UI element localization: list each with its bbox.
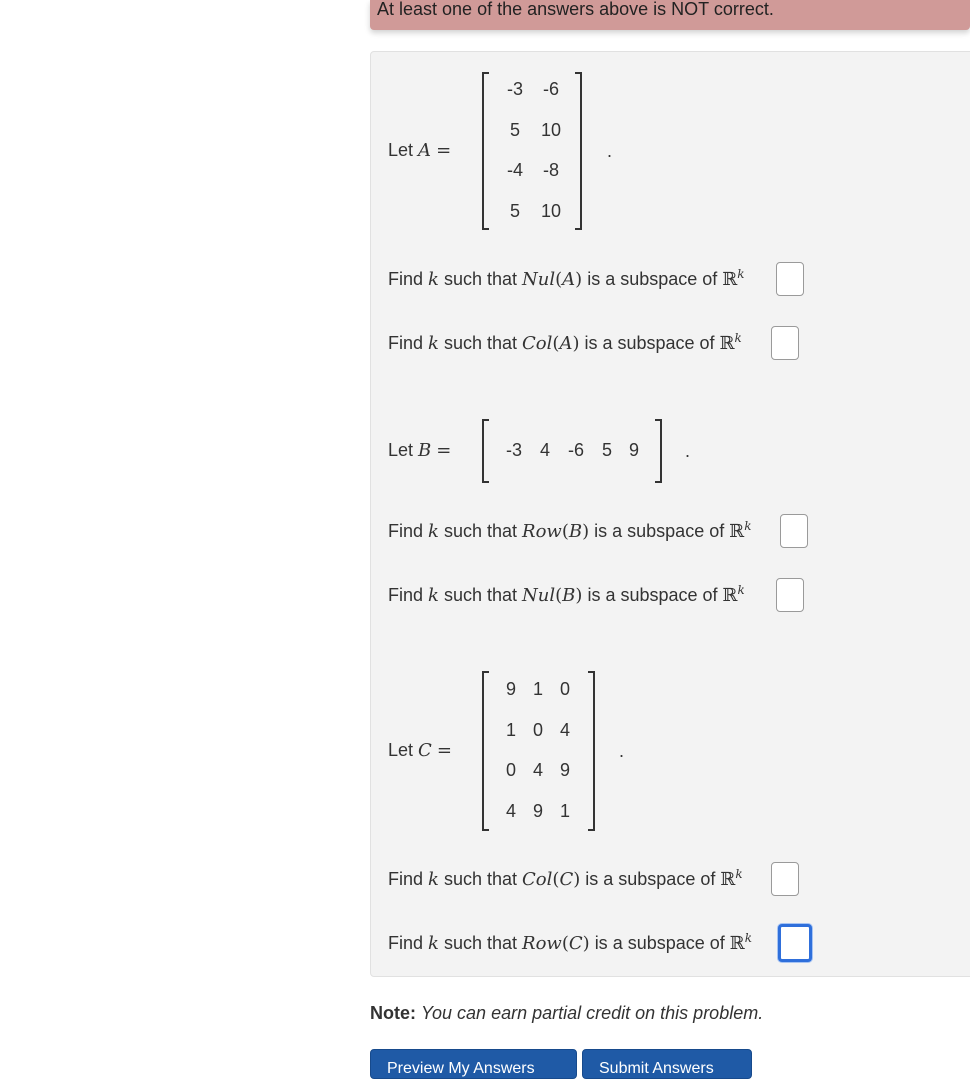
question-col-c: Find k such that Col(C) is a subspace of ℝ$^k$: [388, 867, 743, 890]
answer-nul-b-input[interactable]: [776, 578, 804, 612]
matrix-b-cell: -3: [505, 440, 522, 460]
matrix-b-period: .: [685, 441, 691, 461]
matrix-c-cell: 4: [505, 801, 516, 821]
answer-col-c-input[interactable]: [771, 862, 799, 896]
alert-text: At least one of the answers above is NOT correct.: [377, 0, 774, 19]
matrix-b-cell: 9: [628, 440, 639, 460]
question-nul-b: Find k such that Nul(B) is a subspace of ℝ$^k$: [388, 583, 745, 606]
matrix-c-cell: 4: [559, 720, 570, 740]
let-c-label: Let C =: [388, 740, 452, 761]
matrix-c-period: .: [619, 741, 625, 761]
preview-answers-button[interactable]: Preview My Answers: [370, 1049, 577, 1079]
matrix-b-cell: -6: [567, 440, 584, 460]
matrix-a-cell: -6: [542, 79, 559, 99]
matrix-c-cell: 0: [559, 679, 570, 699]
error-alert: [370, 0, 970, 30]
matrix-c-cell: 9: [505, 679, 516, 699]
matrix-c-cell: 1: [532, 679, 543, 699]
matrix-a-period: .: [607, 141, 613, 161]
answer-col-a-input[interactable]: [771, 326, 799, 360]
question-nul-a: Find k such that Nul(A) is a subspace of ℝ$^k$: [388, 267, 745, 290]
matrix-b-cell: 4: [539, 440, 550, 460]
answer-nul-a-input[interactable]: [776, 262, 804, 296]
answer-row-b-input[interactable]: [780, 514, 808, 548]
submit-answers-button[interactable]: Submit Answers: [582, 1049, 752, 1079]
matrix-c-cell: 0: [532, 720, 543, 740]
problem-panel: [370, 51, 970, 977]
matrix-a-cell: -8: [542, 160, 559, 180]
matrix-a-cell: 10: [540, 120, 562, 140]
partial-credit-note: Note: You can earn partial credit on this problem.: [370, 1003, 764, 1023]
matrix-b-cell: 5: [601, 440, 612, 460]
question-col-a: Find k such that Col(A) is a subspace of ℝ$^k$: [388, 331, 742, 354]
let-a-label: Let A =: [388, 140, 452, 161]
let-b-label: Let B =: [388, 440, 452, 461]
answer-row-c-input[interactable]: [778, 924, 812, 962]
matrix-c-cell: 0: [505, 760, 516, 780]
matrix-c-cell: 1: [505, 720, 516, 740]
matrix-c-cell: 9: [532, 801, 543, 821]
matrix-a-cell: -3: [506, 79, 523, 99]
matrix-a-cell: -4: [506, 160, 523, 180]
matrix-a-cell: 5: [509, 120, 520, 140]
matrix-c-cell: 1: [559, 801, 570, 821]
matrix-a-cell: 10: [540, 201, 562, 221]
matrix-c-cell: 9: [559, 760, 570, 780]
question-row-b: Find k such that Row(B) is a subspace of ℝ$^k$: [388, 519, 752, 542]
matrix-c-cell: 4: [532, 760, 543, 780]
question-row-c: Find k such that Row(C) is a subspace of ℝ$^k$: [388, 931, 753, 954]
matrix-a-cell: 5: [509, 201, 520, 221]
